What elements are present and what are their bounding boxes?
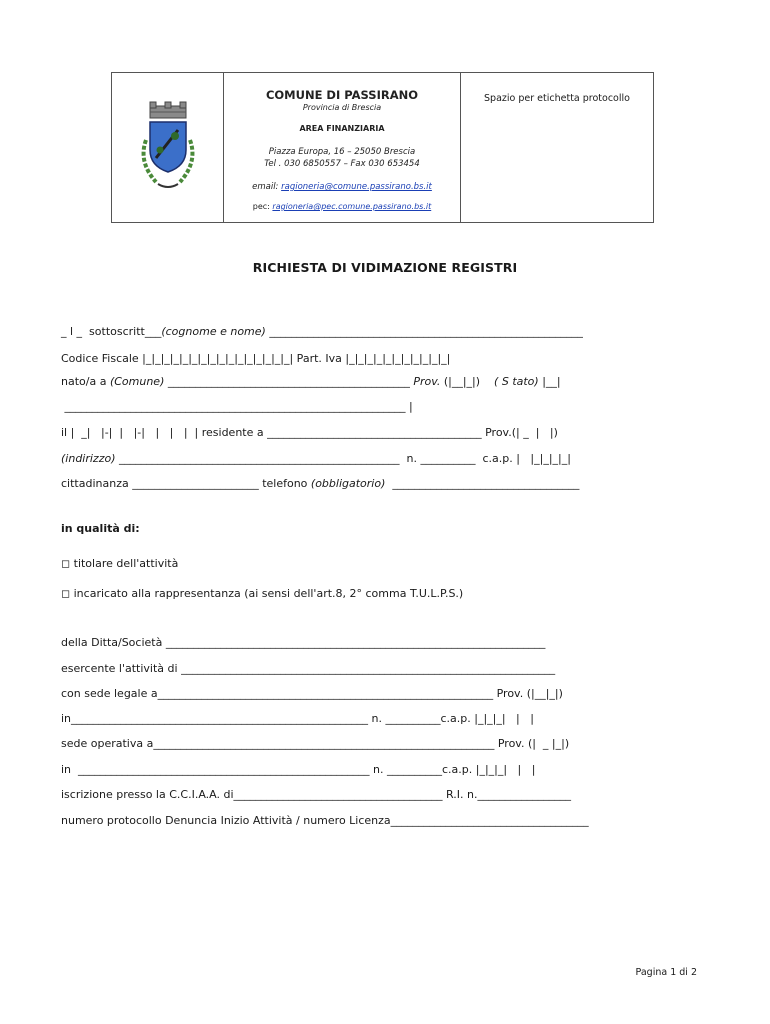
document-title: RICHIESTA DI VIDIMAZIONE REGISTRI (252, 260, 518, 275)
email-label: email: (252, 182, 282, 192)
form-line-operating-seat[interactable]: sede operativa a______________________________________________________________ Prov. (| _ |_|) (61, 737, 570, 750)
letterhead (111, 72, 654, 223)
municipality-name: COMUNE DI PASSIRANO (265, 88, 419, 102)
form-line-address[interactable]: (indirizzo) ___________________________________________________ n. __________ c.a.p. | |_|_|_|_| (61, 452, 571, 465)
form-line-fiscal-code[interactable]: Codice Fiscale |_|_|_|_|_|_|_|_|_|_|_|_|_|_|_|_| Part. Iva |_|_|_|_|_|_|_|_|_|_|_| (61, 352, 451, 365)
area-name: AREA FINANZIARIA (299, 124, 385, 133)
form-line-operating-seat-address[interactable]: in _____________________________________________________ n. __________c.a.p. |_|_|_| | | (61, 763, 536, 776)
address-line-2: Tel . 030 6850557 – Fax 030 653454 (264, 159, 420, 169)
form-line-birthplace-extra[interactable]: ______________________________________________________________ | (61, 400, 413, 413)
option-representative-checkbox[interactable]: ◻ incaricato alla rappresentanza (ai sensi dell'art.8, 2° comma T.U.L.P.S.) (61, 587, 464, 600)
form-line-cciaa[interactable]: iscrizione presso la C.C.I.A.A. di______________________________________ R.I. n._________________ (61, 788, 571, 801)
form-line-activity[interactable]: esercente l'attività di ____________________________________________________________________ (61, 662, 556, 675)
pec-link[interactable]: ragioneria@pec.comune.passirano.bs.it (272, 202, 432, 211)
email-line (224, 182, 460, 192)
form-line-protocol-licence[interactable]: numero protocollo Denuncia Inizio Attività / numero Licenza____________________________________ (61, 814, 589, 827)
form-line-birthdate-residence[interactable]: il | _| |-| | |-| | | | | residente a _______________________________________ Prov.(| _ | |) (61, 426, 558, 439)
form-line-legal-seat-address[interactable]: in______________________________________________________ n. __________c.a.p. |_|_|_| | | (61, 712, 534, 725)
email-link[interactable]: ragioneria@comune.passirano.bs.it (281, 182, 432, 192)
province-name: Provincia di Brescia (302, 103, 382, 112)
protocol-label-space: Spazio per etichetta protocollo (484, 93, 630, 104)
form-line-legal-seat[interactable]: con sede legale a_____________________________________________________________ Prov. (|__|_|) (61, 687, 563, 700)
form-line-name[interactable]: _ l _ sottoscritt___(cognome e nome) _________________________________________________________ (61, 325, 583, 338)
pec-label: pec: (252, 202, 273, 211)
page-number: Pagina 1 di 2 (635, 967, 697, 978)
coat-of-arms-icon (132, 100, 204, 196)
municipality-info (224, 73, 461, 222)
form-line-company[interactable]: della Ditta/Società _____________________________________________________________________ (61, 636, 546, 649)
form-line-birthplace[interactable]: nato/a a (Comune) ____________________________________________ Prov. (|__|_|) ( S tato) |__| (61, 375, 561, 388)
address-line-1: Piazza Europa, 16 – 25050 Brescia (268, 147, 416, 157)
capacity-heading: in qualità di: (61, 522, 140, 535)
crest-cell (112, 73, 224, 222)
address-block (224, 146, 460, 170)
form-line-citizenship-phone[interactable]: cittadinanza _______________________ telefono (obbligatorio) __________________________________ (61, 477, 580, 490)
pec-line (224, 202, 460, 211)
option-owner-checkbox[interactable]: ◻ titolare dell'attività (61, 557, 179, 570)
